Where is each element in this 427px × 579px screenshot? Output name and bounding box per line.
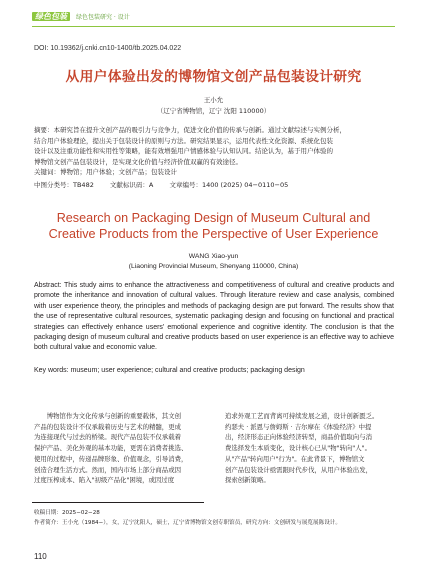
document-code: 文献标识码：A: [109, 181, 154, 189]
journal-header: [32, 12, 130, 21]
page-number: 110: [34, 552, 47, 561]
body-line: 使用的过程中，传递品牌形象、价值观念，引导消费，: [34, 454, 188, 463]
body-line: 探索创新策略。: [225, 476, 270, 485]
body-line: 保护产品、美化外观的基本功能，更需在消费者挑选、: [34, 444, 188, 453]
body-line: 博物馆作为文化传承与创新的重要载体，其文创: [34, 412, 181, 420]
body-line: 创造合理生活方式。然而，国内市场上部分商品或因: [34, 465, 181, 474]
clc-number: 中图分类号：TB482: [34, 181, 94, 189]
body-line: 为连接现代与过去的桥梁。现代产品包装不仅承载着: [34, 433, 181, 442]
english-title-line: Creative Products from the Perspective of User Experience: [48, 227, 379, 241]
body-line: 费选择发生本质变化，设计核心已从"物"转向"人"。: [225, 444, 371, 453]
chinese-keywords: 关键词：博物馆；用户体验；文创产品；包装设计: [34, 168, 177, 177]
header-divider: [32, 26, 395, 27]
chinese-abstract-line: 结合用户体验理论，提出关于包装设计的原则与方法。研究结果显示，运用代表性文化资源、系统化包装: [34, 136, 333, 145]
chinese-abstract: [34, 125, 396, 178]
body-column-left: [34, 411, 208, 486]
section-label: 绿色包装研究 · 设计: [76, 14, 130, 21]
classification-line: [34, 180, 302, 189]
body-column-right: [225, 411, 399, 486]
chinese-affiliation: （辽宁省博物馆，辽宁 沈阳 110000）: [156, 107, 271, 115]
article-id: 文章编号：1400 (2025) 04−0110−05: [169, 181, 289, 189]
author-bio: 作者简介：王小允（1984−），女，辽宁沈阳人，硕士，辽宁省博物馆文创专职馆员，研究方向：文创研发与展览展陈设计。: [34, 520, 341, 526]
english-title-line: Research on Packaging Design of Museum Cultural and: [56, 211, 371, 225]
doi-line: DOI: 10.19362/j.cnki.cn10-1400/tb.2025.04.022: [34, 45, 182, 52]
english-author: WANG Xiao-yun: [188, 253, 239, 260]
chinese-title: 从用户体验出发的博物馆文创产品包装设计研究: [65, 69, 362, 85]
chinese-abstract-line: 设计以及注重功能性和实用性等策略，能有效增强用户情感体验与认知认同。结论认为，基于用户体验的: [34, 147, 333, 156]
english-title: [0, 210, 427, 242]
english-affiliation: (Liaoning Provincial Museum, Shenyang 110000, China): [128, 263, 299, 270]
footnote-divider: [32, 502, 204, 503]
chinese-author: 王小允: [203, 96, 224, 104]
body-line: 约瑟夫 · 派恩与詹姆斯 · 吉尔摩在《体验经济》中提: [225, 422, 372, 431]
body-line: 过度压榨成本、陷入"初级产品化"困境，或因过度: [34, 476, 175, 485]
english-keywords: Key words: museum; user experience; cultural and creative products; packaging design: [34, 367, 305, 374]
journal-logo: 绿色包装: [32, 12, 70, 21]
body-line: 创产品包装设计亟需跟时代步伐，从用户体验出发，: [225, 465, 372, 474]
body-line: 追求外观工艺而背离可持续发展之道，设计创新匮乏。: [225, 412, 379, 420]
received-date: 收稿日期：2025−02−28: [34, 510, 100, 516]
body-line: 出，经济形态正向体验经济转型，商品价值取向与消: [225, 433, 372, 442]
english-abstract: Abstract: This study aims to enhance the attractiveness and competitiveness of cultural and creative products and promote the inheritance and innovation of cultural values. Through literature review and case analysis, combined with user experience theory, the principles and methods of packaging design are put forward. The results show that the use of representative cultural resources, systematic packaging design and focusing on functional and practical strategies can effectively enhance users' emotional experience and cognitive identity. The conclusion is that the packaging design of museum cultural and creative products based on user experience is an effective way to achieve both cultural value and economic value.: [34, 282, 394, 352]
chinese-abstract-line: 博物馆文创产品包装设计，是实现文化价值与经济价值双赢的有效途径。: [34, 157, 242, 166]
body-line: 从"产品"转向用户"行为"。在此背景下，博物馆文: [225, 454, 365, 463]
chinese-abstract-line: 摘要：本研究旨在提升文创产品的吸引力与竞争力，促进文化价值的传承与创新。通过文献综述与实例分析，: [34, 126, 346, 134]
body-line: 产品的包装设计不仅承载着历史与艺术的精髓，更成: [34, 422, 181, 431]
